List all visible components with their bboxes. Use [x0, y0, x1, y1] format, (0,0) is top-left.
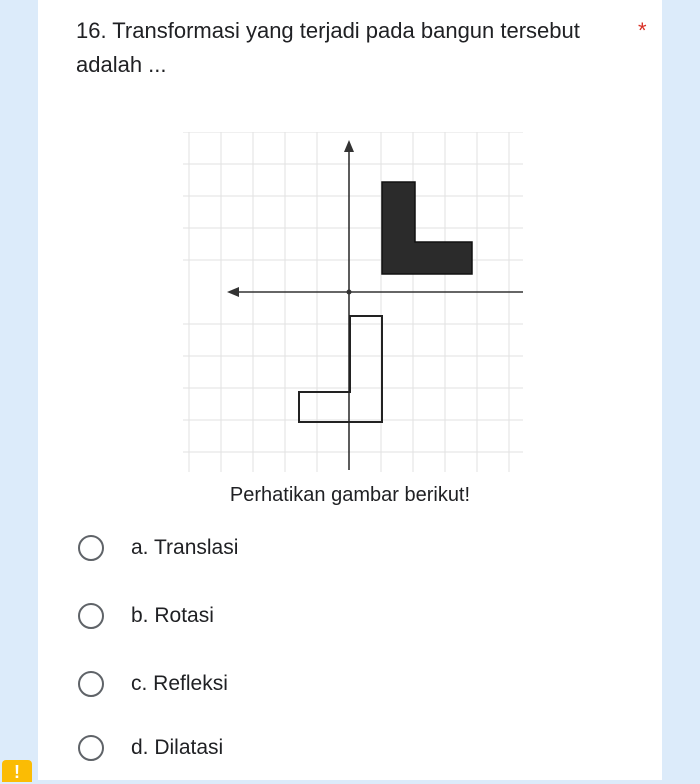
question-text: 16. Transformasi yang terjadi pada bangun tersebut adalah ... [76, 18, 580, 77]
warning-icon: ! [2, 760, 32, 782]
option-a[interactable] [78, 530, 478, 566]
radio-button-icon[interactable] [78, 603, 104, 629]
origin-point [347, 290, 352, 295]
option-label: d. Dilatasi [131, 736, 224, 759]
option-b[interactable] [78, 598, 478, 634]
radio-button-icon[interactable] [78, 535, 104, 561]
radio-button-icon[interactable] [78, 671, 104, 697]
radio-button-icon[interactable] [78, 735, 104, 761]
figure-caption: Perhatikan gambar berikut! [229, 484, 471, 506]
option-c[interactable] [78, 666, 478, 702]
y-axis-up-arrow [344, 140, 354, 152]
option-label: a. Translasi [131, 536, 239, 559]
transformation-figure [183, 132, 523, 472]
l-shape-outline [299, 316, 382, 422]
option-d[interactable] [78, 730, 478, 766]
option-label: c. Refleksi [131, 672, 228, 695]
x-axis-left-arrow [227, 287, 239, 297]
question-card [38, 0, 662, 780]
required-asterisk: * [638, 18, 647, 43]
option-label: b. Rotasi [131, 604, 214, 627]
